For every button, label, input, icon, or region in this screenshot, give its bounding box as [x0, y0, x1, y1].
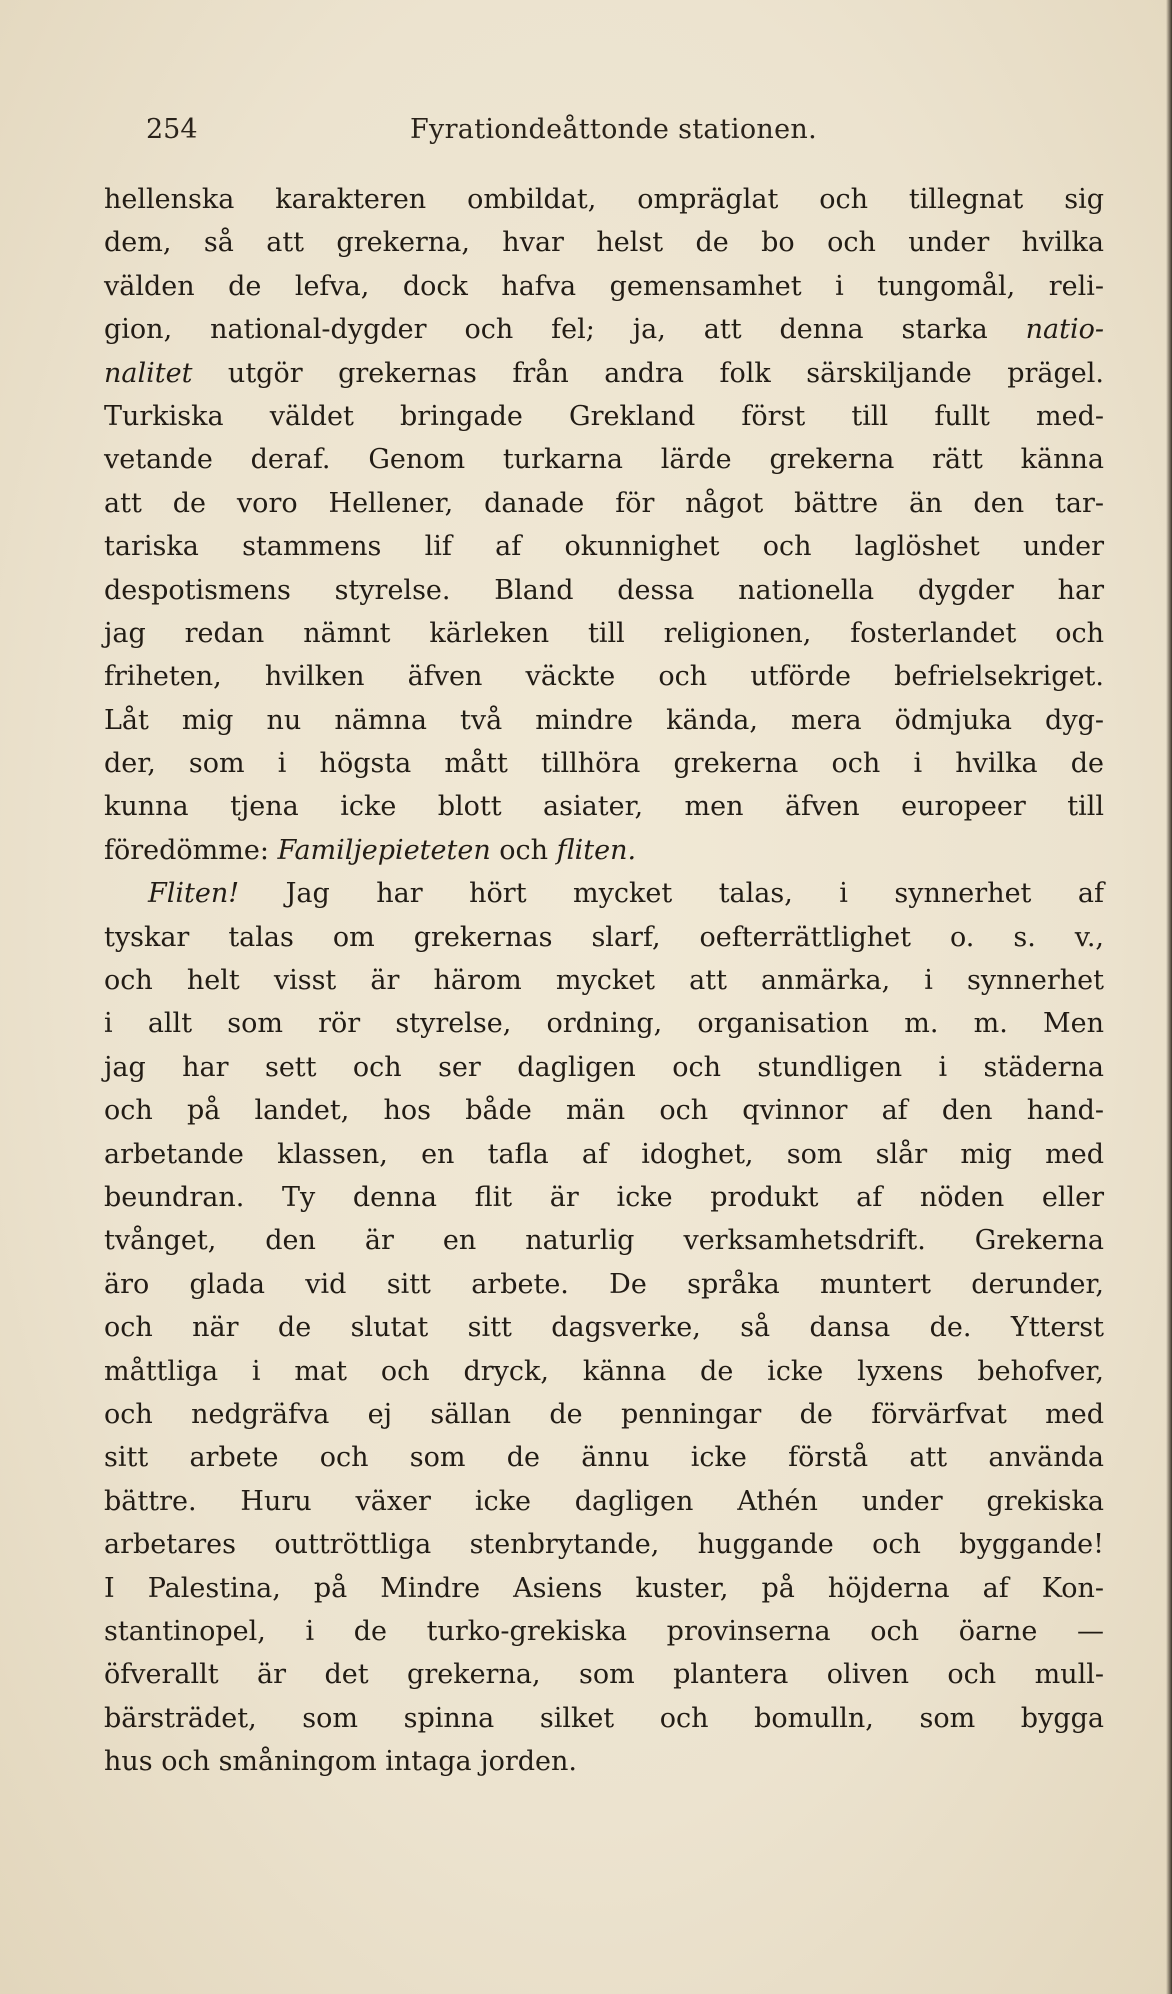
- text-span: jag har sett och ser dagligen och stundligen i städerna: [104, 1051, 1104, 1083]
- text-span: hus och småningom intaga jorden.: [104, 1746, 577, 1778]
- text-line: [104, 395, 1104, 438]
- text-span: och nedgräfva ej sällan de penningar de förvärfvat med: [104, 1398, 1104, 1430]
- italic-text: fliten.: [556, 834, 637, 866]
- text-line: [104, 1523, 1104, 1566]
- text-line: [104, 1350, 1104, 1393]
- italic-text: nalitet: [104, 357, 193, 389]
- text-span: Jag har hört mycket talas, i synnerhet af: [239, 878, 1104, 910]
- text-line: [104, 959, 1104, 1002]
- text-span: i allt som rör styrelse, ordning, organisation m. m. Men: [104, 1008, 1104, 1040]
- text-line: [104, 1740, 1104, 1783]
- text-span: bättre. Huru växer icke dagligen Athén under grekiska: [104, 1485, 1104, 1517]
- text-span: föredömme:: [104, 834, 278, 866]
- italic-text: Fliten!: [148, 878, 240, 910]
- text-span: och: [490, 834, 557, 866]
- text-line: [104, 221, 1104, 264]
- text-span: tvånget, den är en naturlig verksamhetsdrift. Grekerna: [104, 1225, 1104, 1257]
- text-span: utgör grekernas från andra folk särskiljande prägel.: [192, 357, 1104, 389]
- text-span: beundran. Ty denna flit är icke produkt af nöden eller: [104, 1181, 1104, 1213]
- text-line: [104, 1653, 1104, 1696]
- running-title: Fyrationdeåttonde stationen.: [410, 114, 817, 145]
- text-line: [104, 482, 1104, 525]
- text-span: friheten, hvilken äfven väckte och utförde befrielsekriget.: [104, 661, 1104, 693]
- text-line: [104, 1089, 1104, 1132]
- page-edge-shadow: [1166, 0, 1172, 1994]
- text-line: [104, 1610, 1104, 1653]
- text-line: [104, 438, 1104, 481]
- page-header: [146, 105, 1046, 155]
- text-span: tyskar talas om grekernas slarf, oefterrättlighet o. s. v.,: [104, 921, 1104, 953]
- text-line: [104, 1697, 1104, 1740]
- text-span: bärsträdet, som spinna silket och bomulln, som bygga: [104, 1702, 1104, 1734]
- text-line: [104, 1002, 1104, 1045]
- text-span: stantinopel, i de turko-grekiska provinserna och öarne —: [104, 1615, 1104, 1647]
- text-line: [104, 829, 1104, 872]
- text-span: gion, national-dygder och fel; ja, att denna starka: [104, 314, 1026, 346]
- text-line: [104, 1436, 1104, 1479]
- text-line: [104, 308, 1104, 351]
- text-line: [104, 525, 1104, 568]
- text-span: välden de lefva, dock hafva gemensamhet i tungomål, reli-: [104, 270, 1104, 302]
- text-line: [104, 1567, 1104, 1610]
- text-line: [104, 699, 1104, 742]
- text-line: [104, 178, 1104, 221]
- text-span: måttliga i mat och dryck, känna de icke lyxens behofver,: [104, 1355, 1104, 1387]
- text-span: jag redan nämnt kärleken till religionen, fosterlandet och: [104, 617, 1104, 649]
- text-span: arbetande klassen, en tafla af idoghet, som slår mig med: [104, 1138, 1104, 1170]
- text-span: vetande deraf. Genom turkarna lärde grekerna rätt känna: [104, 444, 1104, 476]
- text-line: [104, 742, 1104, 785]
- text-span: hellenska karakteren ombildat, ompräglat och tillegnat sig: [104, 184, 1104, 215]
- page-number: 254: [146, 114, 198, 145]
- text-span: och på landet, hos både män och qvinnor af den hand-: [104, 1095, 1104, 1127]
- text-line: [104, 612, 1104, 655]
- text-line: [104, 1046, 1104, 1089]
- text-line: [104, 265, 1104, 308]
- text-line: [104, 569, 1104, 612]
- italic-text: natio-: [1025, 314, 1104, 346]
- text-line: [104, 1480, 1104, 1523]
- text-line: [104, 872, 1104, 915]
- text-span: despotismens styrelse. Bland dessa nationella dygder har: [104, 574, 1104, 606]
- text-span: Turkiska väldet bringade Grekland först till fullt med-: [104, 400, 1104, 432]
- text-line: [104, 1393, 1104, 1436]
- text-span: arbetares outtröttliga stenbrytande, huggande och byggande!: [104, 1529, 1104, 1561]
- text-line: [104, 1263, 1104, 1306]
- text-span: der, som i högsta mått tillhöra grekerna och i hvilka de: [104, 748, 1104, 780]
- text-span: och när de slutat sitt dagsverke, så dansa de. Ytterst: [104, 1312, 1104, 1344]
- text-line: [104, 916, 1104, 959]
- text-span: och helt visst är härom mycket att anmärka, i synnerhet: [104, 965, 1104, 997]
- text-span: dem, så att grekerna, hvar helst de bo och under hvilka: [104, 227, 1104, 259]
- text-span: att de voro Hellener, danade för något bättre än den tar-: [104, 487, 1104, 519]
- text-line: [104, 352, 1104, 395]
- text-line: [104, 1133, 1104, 1176]
- text-span: I Palestina, på Mindre Asiens kuster, på höjderna af Kon-: [104, 1572, 1104, 1604]
- text-line: [104, 1306, 1104, 1349]
- text-line: [104, 655, 1104, 698]
- text-line: [104, 1176, 1104, 1219]
- body-text: [104, 178, 1104, 1783]
- text-line: [104, 785, 1104, 828]
- text-span: sitt arbete och som de ännu icke förstå att använda: [104, 1442, 1104, 1474]
- text-span: kunna tjena icke blott asiater, men äfven europeer till: [104, 791, 1104, 823]
- italic-text: Familjepieteten: [277, 834, 491, 866]
- text-span: äro glada vid sitt arbete. De språka muntert derunder,: [104, 1268, 1104, 1300]
- text-span: öfverallt är det grekerna, som plantera oliven och mull-: [104, 1659, 1104, 1691]
- text-span: tariska stammens lif af okunnighet och laglöshet under: [104, 531, 1104, 563]
- text-line: [104, 1219, 1104, 1262]
- text-span: Låt mig nu nämna två mindre kända, mera ödmjuka dyg-: [104, 704, 1104, 736]
